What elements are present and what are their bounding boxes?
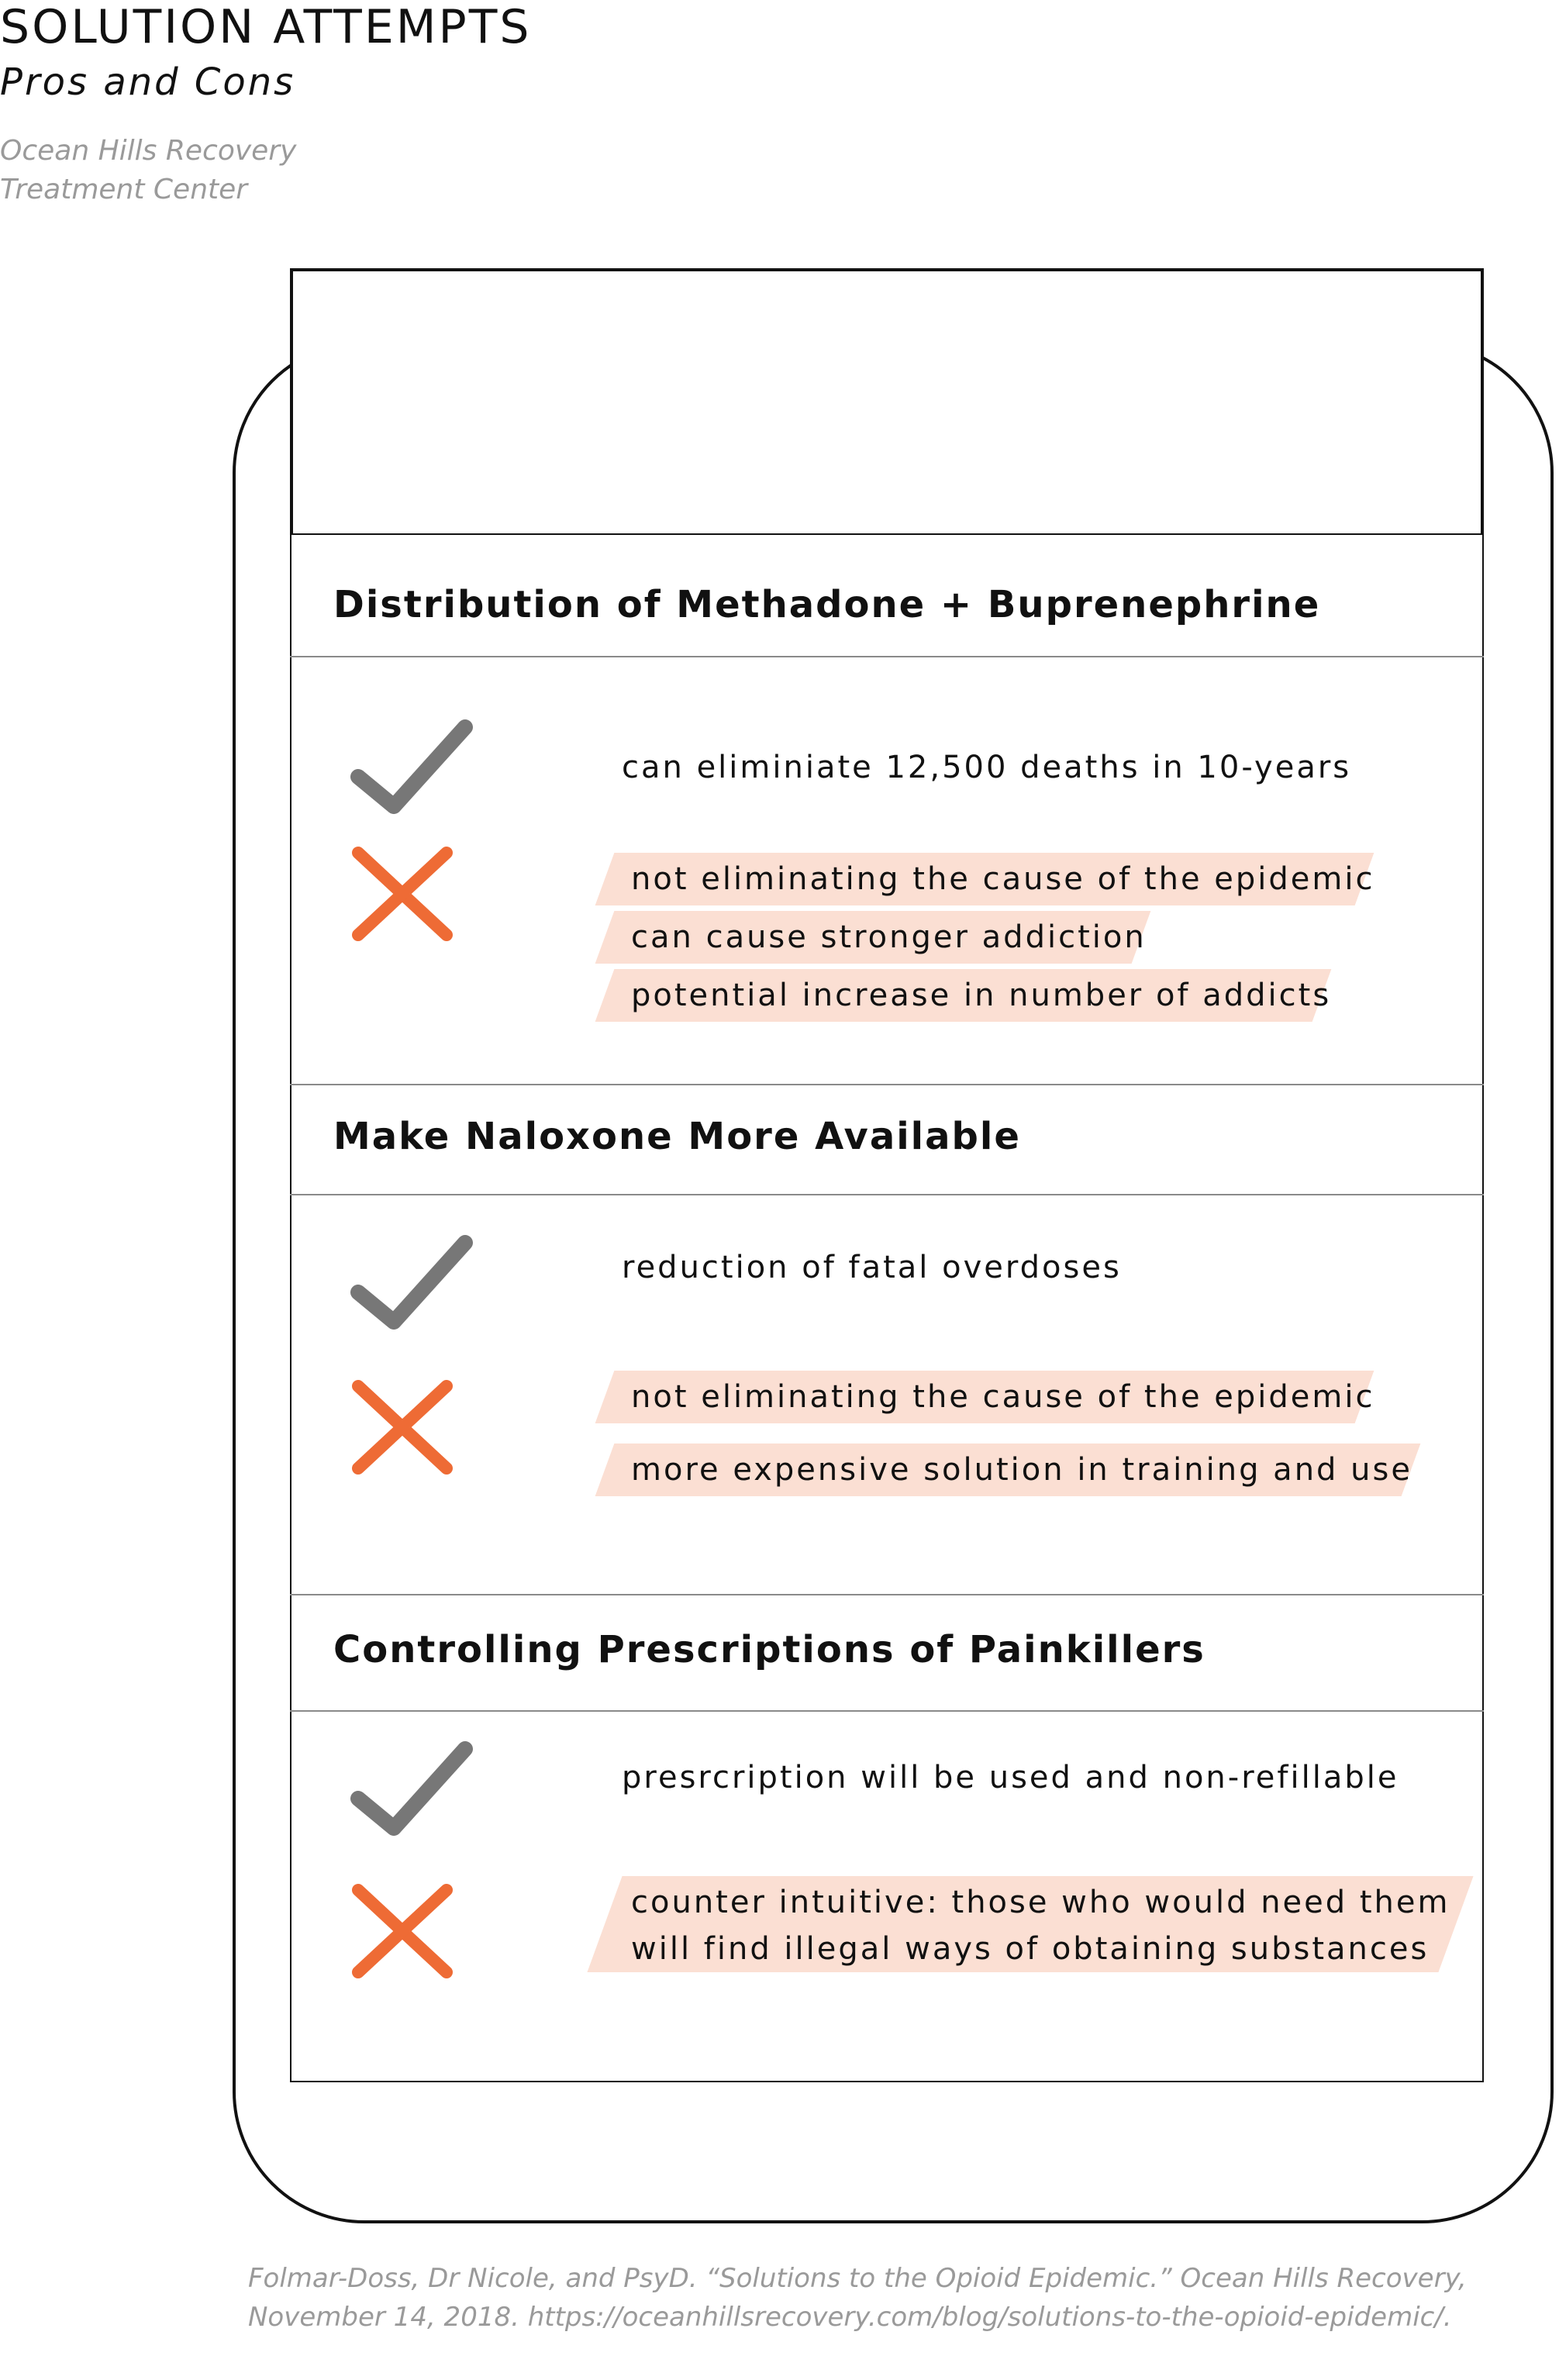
checkmark-icon (341, 1221, 473, 1330)
checkmark-icon (341, 705, 473, 814)
citation (248, 2259, 1467, 2337)
section-title-methadone: Distribution of Methadone + Buprenephrine (333, 583, 1321, 626)
section-title-painkillers: Controlling Prescriptions of Painkillers (333, 1628, 1205, 1671)
con-item: can cause stronger addiction (605, 911, 1141, 964)
source-line-1: Ocean Hills Recovery (0, 135, 297, 167)
page-title: SOLUTION ATTEMPTS (0, 0, 532, 54)
citation-line-2: November 14, 2018. https://oceanhillsrecovery.com/blog/solutions-to-the-opioid-epidemic/. (248, 2302, 1452, 2333)
con-line-2: will find illegal ways of obtaining substances (631, 1931, 1430, 1967)
cross-icon (341, 837, 473, 946)
pro-item: can eliminiate 12,500 deaths in 10-years (622, 750, 1352, 785)
con-line-1: counter intuitive: those who would need them (631, 1885, 1450, 1920)
section-divider (290, 1710, 1484, 1712)
section-divider (290, 1084, 1484, 1085)
jar-lid (290, 268, 1484, 536)
cross-icon (341, 1371, 473, 1479)
con-item: potential increase in number of addicts (605, 969, 1322, 1022)
con-item: more expensive solution in training and use (605, 1444, 1411, 1496)
pro-item: reduction of fatal overdoses (622, 1250, 1122, 1285)
page-subtitle: Pros and Cons (0, 60, 296, 104)
con-item: not eliminating the cause of the epidemic (605, 853, 1364, 905)
pro-item: presrcription will be used and non-refillable (622, 1760, 1399, 1795)
section-divider (290, 1594, 1484, 1595)
source-line-2: Treatment Center (0, 174, 248, 205)
citation-line-1: Folmar-Doss, Dr Nicole, and PsyD. “Solutions to the Opioid Epidemic.” Ocean Hills Recovery, (248, 2263, 1467, 2294)
section-title-naloxone: Make Naloxone More Available (333, 1115, 1021, 1158)
section-divider (290, 1194, 1484, 1195)
checkmark-icon (341, 1727, 473, 1836)
source-label (0, 132, 296, 209)
con-item (605, 1876, 1456, 1972)
con-item: not eliminating the cause of the epidemic (605, 1371, 1364, 1423)
section-divider (290, 656, 1484, 657)
cross-icon (341, 1875, 473, 1983)
